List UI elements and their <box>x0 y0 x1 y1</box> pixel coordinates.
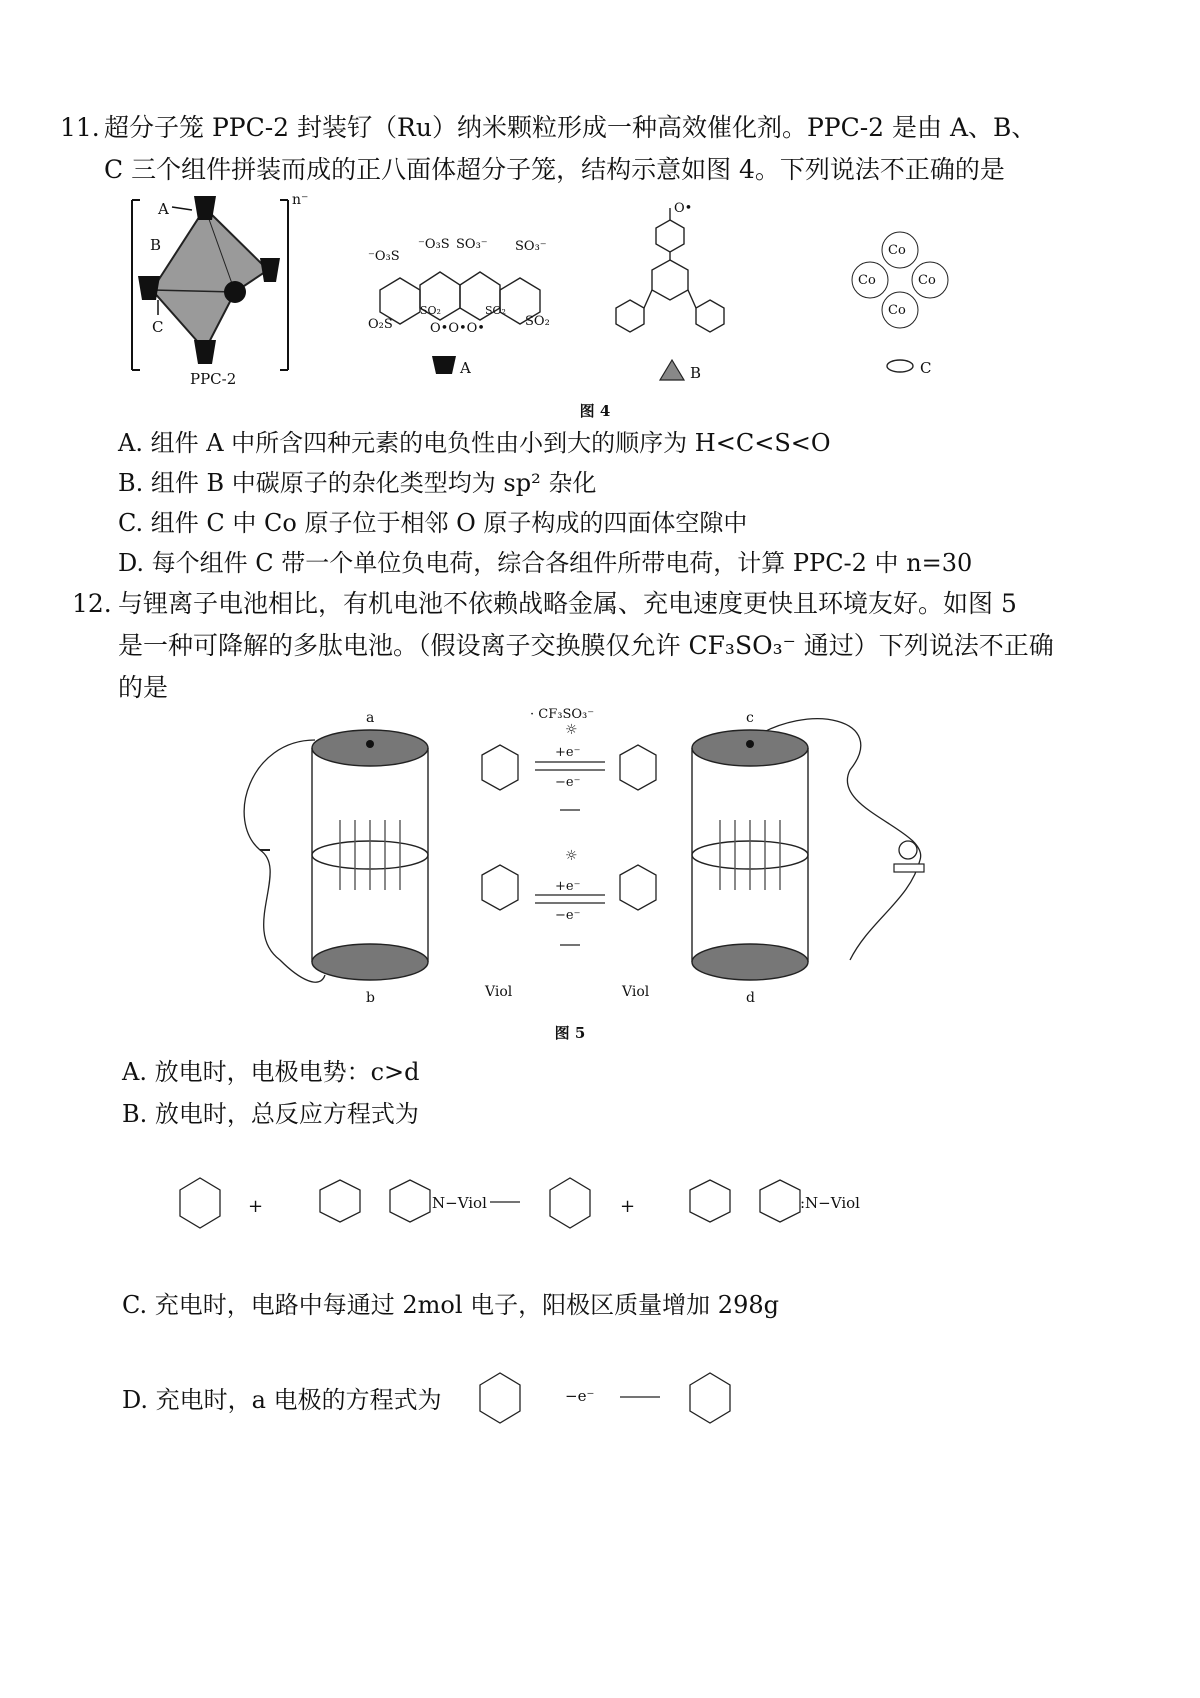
minus-e-1: −e⁻ <box>555 775 581 790</box>
c-co-1: Co <box>888 243 906 258</box>
q12-stem-line2: 是一种可降解的多肽电池。（假设离子交换膜仅允许 CF₃SO₃⁻ 通过）下列说法不正确 <box>118 631 1054 660</box>
component-a-symbol <box>432 356 456 374</box>
right-cell <box>692 710 924 1006</box>
figure-5 <box>230 700 990 1020</box>
component-c-structure <box>852 232 948 377</box>
eqb-plus-2: + <box>620 1196 636 1217</box>
q12-stem-line3: 的是 <box>118 673 169 702</box>
viol-label-2: Viol <box>622 984 650 1000</box>
eqb-plus-1: + <box>248 1196 264 1217</box>
q12-number: 12. <box>72 589 112 618</box>
a-so3-2: ⁻O₃S <box>418 237 450 252</box>
c-co-3: Co <box>918 273 936 288</box>
c-co-2: Co <box>858 273 876 288</box>
a-so2-4: SO₂ <box>525 314 550 329</box>
eqd-minus-e: −e⁻ <box>565 1387 595 1405</box>
figure-4-caption: 图 4 <box>579 402 611 420</box>
c-co-4: Co <box>888 303 906 318</box>
reaction-scheme <box>482 707 656 1000</box>
sun-icon-1: ☼ <box>565 722 578 738</box>
component-a-structure <box>368 237 550 377</box>
q11-option-a: A. 组件 A 中所含四种元素的电负性由小到大的顺序为 H<C<S<O <box>118 429 831 457</box>
component-c-symbol <box>887 360 913 372</box>
a-so2-2: SO₂ <box>420 304 441 317</box>
a-so3-4: SO₃⁻ <box>515 239 547 254</box>
sun-icon-2: ☼ <box>565 848 578 864</box>
lightbulb-icon <box>899 841 917 859</box>
equation-b <box>150 1140 890 1280</box>
cage-charge: n⁻ <box>292 192 309 208</box>
figure-4 <box>110 190 1010 420</box>
plus-e-2: +e⁻ <box>555 879 581 894</box>
a-o-row: O•O•O• <box>430 321 485 336</box>
label-c: c <box>746 710 754 726</box>
a-so3-1: ⁻O₃S <box>368 249 400 264</box>
q12-option-c: C. 充电时，电路中每通过 2mol 电子，阳极区质量增加 298g <box>122 1291 779 1319</box>
q12-option-a: A. 放电时，电极电势：c>d <box>122 1058 420 1086</box>
q12-option-b: B. 放电时，总反应方程式为 <box>122 1100 419 1128</box>
equation-d <box>460 1335 780 1475</box>
q11-option-d: D. 每个组件 C 带一个单位负电荷，综合各组件所带电荷，计算 PPC-2 中 n=30 <box>118 549 973 577</box>
ppc2-cage-diagram <box>132 192 308 388</box>
component-b-structure <box>616 201 724 382</box>
left-cell <box>244 710 428 1006</box>
minus-e-2: −e⁻ <box>555 908 581 923</box>
a-so2-1: O₂S <box>368 317 393 332</box>
q11-number: 11. <box>60 113 100 142</box>
b-coo-top: O• <box>674 201 693 216</box>
q11-option-c: C. 组件 C 中 Co 原子位于相邻 O 原子构成的四面体空隙中 <box>118 509 748 537</box>
cage-label-c: C <box>152 318 164 336</box>
plus-e-1: +e⁻ <box>555 745 581 760</box>
a-so2-3: SO₂ <box>485 304 506 317</box>
component-c-label: C <box>920 359 932 377</box>
q11-option-b: B. 组件 B 中碳原子的杂化类型均为 sp² 杂化 <box>118 469 597 497</box>
label-d: d <box>746 990 755 1006</box>
eqb-viol-left: N−Viol <box>432 1194 487 1212</box>
viol-label-1: Viol <box>485 984 513 1000</box>
figure-5-caption: 图 5 <box>554 1024 586 1042</box>
a-so3-3: SO₃⁻ <box>456 237 488 252</box>
component-a-label: A <box>460 359 471 377</box>
cage-label-a: A <box>158 200 169 218</box>
label-b: b <box>366 990 375 1006</box>
label-a: a <box>366 710 375 726</box>
eqb-viol-right: :N−Viol <box>800 1194 860 1212</box>
anion-label: · CF₃SO₃⁻ <box>530 707 595 722</box>
ppc2-label: PPC-2 <box>190 370 237 388</box>
cage-label-b: B <box>150 236 162 254</box>
q11-stem-line2: C 三个组件拼装而成的正八面体超分子笼，结构示意如图 4。下列说法不正确的是 <box>104 155 1005 184</box>
component-b-symbol <box>660 360 684 380</box>
component-b-label: B <box>690 364 702 382</box>
q12-stem-line1: 与锂离子电池相比，有机电池不依赖战略金属、充电速度更快且环境友好。如图 5 <box>118 589 1017 618</box>
q12-option-d: D. 充电时，a 电极的方程式为 <box>122 1386 442 1414</box>
q11-stem-line1: 超分子笼 PPC-2 封装钌（Ru）纳米颗粒形成一种高效催化剂。PPC-2 是由 A、B、 <box>104 113 1037 142</box>
